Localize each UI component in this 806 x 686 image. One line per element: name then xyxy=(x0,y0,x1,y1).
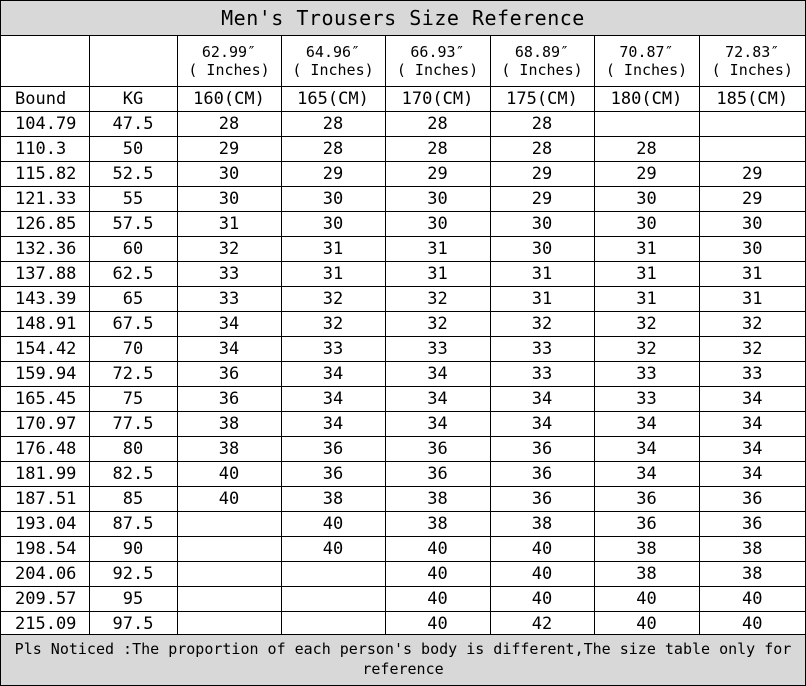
bound-cell: 193.04 xyxy=(1,512,89,537)
size-cell: 40 xyxy=(594,587,699,612)
table-row xyxy=(1,562,805,587)
bound-cell: 209.57 xyxy=(1,587,89,612)
bound-cell: 121.33 xyxy=(1,187,89,212)
size-cell: 31 xyxy=(594,237,699,262)
size-cell: 33 xyxy=(594,387,699,412)
size-cell: 32 xyxy=(699,312,805,337)
size-cell: 40 xyxy=(699,612,805,637)
kg-cell: 77.5 xyxy=(89,412,177,437)
size-cell: 30 xyxy=(594,187,699,212)
table-row xyxy=(1,412,805,437)
size-cell: 34 xyxy=(385,362,490,387)
kg-cell: 57.5 xyxy=(89,212,177,237)
size-cell xyxy=(177,537,281,562)
kg-cell: 72.5 xyxy=(89,362,177,387)
size-cell: 34 xyxy=(594,412,699,437)
table-row xyxy=(1,487,805,512)
size-cell: 40 xyxy=(594,612,699,637)
header-height-inches xyxy=(281,36,385,87)
height-inches-unit: ( Inches) xyxy=(292,61,374,79)
size-cell: 33 xyxy=(281,337,385,362)
header-inches-row xyxy=(1,36,805,87)
height-inches-unit: ( Inches) xyxy=(501,61,583,79)
size-cell: 29 xyxy=(699,187,805,212)
size-cell: 31 xyxy=(385,237,490,262)
size-cell: 36 xyxy=(385,437,490,462)
size-cell xyxy=(594,112,699,137)
height-inches-unit: ( Inches) xyxy=(396,61,479,79)
table-row xyxy=(1,512,805,537)
size-cell: 36 xyxy=(490,437,594,462)
kg-cell: 95 xyxy=(89,587,177,612)
size-cell: 31 xyxy=(594,262,699,287)
size-cell: 31 xyxy=(699,262,805,287)
header-height-cm: 185(CM) xyxy=(699,87,805,112)
header-kg: KG xyxy=(89,87,177,112)
header-height-inches xyxy=(594,36,699,87)
size-cell: 29 xyxy=(594,162,699,187)
height-inches-value: 72.83″ xyxy=(725,43,780,61)
size-cell: 29 xyxy=(490,187,594,212)
header-height-cm: 180(CM) xyxy=(594,87,699,112)
size-cell: 28 xyxy=(385,137,490,162)
bound-cell: 176.48 xyxy=(1,437,89,462)
bound-cell: 198.54 xyxy=(1,537,89,562)
table-row xyxy=(1,262,805,287)
height-inches-value: 62.99″ xyxy=(201,43,257,61)
size-cell: 36 xyxy=(281,437,385,462)
kg-cell: 65 xyxy=(89,287,177,312)
bound-cell: 181.99 xyxy=(1,462,89,487)
size-cell: 31 xyxy=(281,237,385,262)
size-cell: 32 xyxy=(177,237,281,262)
header-height-cm: 160(CM) xyxy=(177,87,281,112)
table-row xyxy=(1,537,805,562)
size-cell: 34 xyxy=(281,412,385,437)
size-cell xyxy=(281,562,385,587)
chart-title: Men's Trousers Size Reference xyxy=(1,1,805,36)
header-height-cm: 170(CM) xyxy=(385,87,490,112)
kg-cell: 50 xyxy=(89,137,177,162)
size-cell xyxy=(699,112,805,137)
size-cell: 30 xyxy=(385,187,490,212)
table-row xyxy=(1,237,805,262)
size-cell: 36 xyxy=(699,512,805,537)
kg-cell: 55 xyxy=(89,187,177,212)
size-cell: 30 xyxy=(177,187,281,212)
size-cell: 29 xyxy=(385,162,490,187)
size-cell: 38 xyxy=(281,487,385,512)
size-cell: 34 xyxy=(385,387,490,412)
size-cell: 40 xyxy=(490,587,594,612)
size-cell: 38 xyxy=(385,487,490,512)
size-cell: 34 xyxy=(490,412,594,437)
header-height-inches xyxy=(177,36,281,87)
header-height-cm: 175(CM) xyxy=(490,87,594,112)
size-cell: 30 xyxy=(490,237,594,262)
size-cell: 30 xyxy=(594,212,699,237)
bound-cell: 137.88 xyxy=(1,262,89,287)
size-cell: 38 xyxy=(699,562,805,587)
table-row xyxy=(1,587,805,612)
table-row xyxy=(1,387,805,412)
table-row xyxy=(1,162,805,187)
bound-cell: 143.39 xyxy=(1,287,89,312)
table-row xyxy=(1,437,805,462)
header-height-inches xyxy=(699,36,805,87)
size-cell: 32 xyxy=(385,312,490,337)
kg-cell: 60 xyxy=(89,237,177,262)
size-cell xyxy=(177,512,281,537)
bound-cell: 104.79 xyxy=(1,112,89,137)
size-cell: 36 xyxy=(594,487,699,512)
kg-cell: 62.5 xyxy=(89,262,177,287)
size-cell: 31 xyxy=(699,287,805,312)
size-cell: 32 xyxy=(385,287,490,312)
size-cell: 34 xyxy=(699,462,805,487)
size-cell: 40 xyxy=(699,587,805,612)
size-cell: 34 xyxy=(281,362,385,387)
size-cell: 28 xyxy=(177,112,281,137)
kg-cell: 80 xyxy=(89,437,177,462)
size-cell: 30 xyxy=(490,212,594,237)
size-cell xyxy=(177,612,281,637)
size-cell: 34 xyxy=(281,387,385,412)
size-cell: 31 xyxy=(490,262,594,287)
bound-cell: 154.42 xyxy=(1,337,89,362)
size-cell: 36 xyxy=(490,462,594,487)
size-cell: 28 xyxy=(281,137,385,162)
kg-cell: 52.5 xyxy=(89,162,177,187)
size-cell: 28 xyxy=(594,137,699,162)
size-cell: 32 xyxy=(281,287,385,312)
bound-cell: 170.97 xyxy=(1,412,89,437)
size-cell: 36 xyxy=(385,462,490,487)
size-cell: 30 xyxy=(177,162,281,187)
size-cell: 34 xyxy=(177,337,281,362)
size-cell: 33 xyxy=(177,262,281,287)
size-cell: 31 xyxy=(281,262,385,287)
bound-cell: 215.09 xyxy=(1,612,89,637)
table-row xyxy=(1,337,805,362)
size-cell: 38 xyxy=(177,412,281,437)
table-row xyxy=(1,312,805,337)
size-cell: 38 xyxy=(177,437,281,462)
size-cell: 33 xyxy=(699,362,805,387)
bound-cell: 110.3 xyxy=(1,137,89,162)
height-inches-value: 70.87″ xyxy=(619,43,674,61)
size-cell: 36 xyxy=(177,362,281,387)
size-cell: 32 xyxy=(594,337,699,362)
size-cell: 38 xyxy=(699,537,805,562)
header-cm-row xyxy=(1,87,805,112)
size-cell: 36 xyxy=(699,487,805,512)
size-cell: 34 xyxy=(699,437,805,462)
size-cell: 32 xyxy=(281,312,385,337)
kg-cell: 75 xyxy=(89,387,177,412)
size-cell: 30 xyxy=(385,212,490,237)
size-cell: 31 xyxy=(385,262,490,287)
size-cell: 30 xyxy=(699,212,805,237)
height-inches-unit: ( Inches) xyxy=(188,61,270,79)
size-cell: 40 xyxy=(385,612,490,637)
size-cell: 38 xyxy=(490,512,594,537)
bound-cell: 126.85 xyxy=(1,212,89,237)
kg-cell: 67.5 xyxy=(89,312,177,337)
header-height-inches xyxy=(385,36,490,87)
table-row xyxy=(1,137,805,162)
height-inches-value: 68.89″ xyxy=(514,43,570,61)
header-blank xyxy=(89,36,177,87)
size-cell: 36 xyxy=(594,512,699,537)
bound-cell: 159.94 xyxy=(1,362,89,387)
kg-cell: 85 xyxy=(89,487,177,512)
size-cell: 38 xyxy=(594,562,699,587)
bound-cell: 148.91 xyxy=(1,312,89,337)
size-cell: 29 xyxy=(281,162,385,187)
table-row xyxy=(1,287,805,312)
size-cell: 29 xyxy=(699,162,805,187)
table-row xyxy=(1,212,805,237)
size-cell: 40 xyxy=(385,562,490,587)
size-cell: 28 xyxy=(490,137,594,162)
size-cell: 30 xyxy=(699,237,805,262)
size-cell: 32 xyxy=(699,337,805,362)
size-cell: 42 xyxy=(490,612,594,637)
size-cell: 36 xyxy=(490,487,594,512)
size-cell: 31 xyxy=(490,287,594,312)
size-cell: 40 xyxy=(385,587,490,612)
bound-cell: 115.82 xyxy=(1,162,89,187)
kg-cell: 47.5 xyxy=(89,112,177,137)
size-cell: 31 xyxy=(594,287,699,312)
size-cell: 29 xyxy=(177,137,281,162)
size-cell: 40 xyxy=(281,512,385,537)
size-cell: 38 xyxy=(385,512,490,537)
size-cell: 40 xyxy=(281,537,385,562)
bound-cell: 187.51 xyxy=(1,487,89,512)
size-cell: 28 xyxy=(490,112,594,137)
kg-cell: 82.5 xyxy=(89,462,177,487)
header-blank xyxy=(1,36,89,87)
bound-cell: 132.36 xyxy=(1,237,89,262)
size-cell: 33 xyxy=(490,337,594,362)
size-cell: 32 xyxy=(594,312,699,337)
size-cell xyxy=(281,612,385,637)
header-bound: Bound xyxy=(1,87,89,112)
kg-cell: 90 xyxy=(89,537,177,562)
height-inches-unit: ( Inches) xyxy=(605,61,688,79)
height-inches-value: 64.96″ xyxy=(305,43,361,61)
size-cell: 36 xyxy=(281,462,385,487)
header-height-cm: 165(CM) xyxy=(281,87,385,112)
height-inches-unit: ( Inches) xyxy=(711,61,793,79)
size-cell: 33 xyxy=(594,362,699,387)
size-cell: 36 xyxy=(177,387,281,412)
size-cell: 34 xyxy=(699,387,805,412)
size-cell: 40 xyxy=(490,537,594,562)
size-cell: 31 xyxy=(177,212,281,237)
size-cell xyxy=(281,587,385,612)
size-cell: 29 xyxy=(490,162,594,187)
header-height-inches xyxy=(490,36,594,87)
kg-cell: 87.5 xyxy=(89,512,177,537)
size-cell: 34 xyxy=(490,387,594,412)
kg-cell: 97.5 xyxy=(89,612,177,637)
table-row xyxy=(1,462,805,487)
height-inches-value: 66.93″ xyxy=(410,43,465,61)
size-cell: 40 xyxy=(490,562,594,587)
size-cell: 40 xyxy=(385,537,490,562)
bound-cell: 165.45 xyxy=(1,387,89,412)
kg-cell: 70 xyxy=(89,337,177,362)
size-cell: 34 xyxy=(699,412,805,437)
size-cell: 28 xyxy=(281,112,385,137)
table-row xyxy=(1,112,805,137)
bound-cell: 204.06 xyxy=(1,562,89,587)
size-cell: 32 xyxy=(490,312,594,337)
size-table xyxy=(1,36,805,637)
size-cell: 38 xyxy=(594,537,699,562)
size-cell xyxy=(177,587,281,612)
size-cell: 33 xyxy=(177,287,281,312)
size-cell: 33 xyxy=(385,337,490,362)
table-row xyxy=(1,612,805,637)
size-cell xyxy=(699,137,805,162)
size-cell: 34 xyxy=(594,437,699,462)
table-row xyxy=(1,187,805,212)
footnote: Pls Noticed :The proportion of each person's body is different,The size table only for reference xyxy=(1,634,805,685)
table-row xyxy=(1,362,805,387)
size-cell: 34 xyxy=(385,412,490,437)
size-cell: 40 xyxy=(177,487,281,512)
size-cell: 40 xyxy=(177,462,281,487)
size-cell: 34 xyxy=(177,312,281,337)
size-cell: 30 xyxy=(281,187,385,212)
size-cell: 34 xyxy=(594,462,699,487)
size-cell: 28 xyxy=(385,112,490,137)
size-cell: 33 xyxy=(490,362,594,387)
size-cell: 30 xyxy=(281,212,385,237)
kg-cell: 92.5 xyxy=(89,562,177,587)
size-cell xyxy=(177,562,281,587)
